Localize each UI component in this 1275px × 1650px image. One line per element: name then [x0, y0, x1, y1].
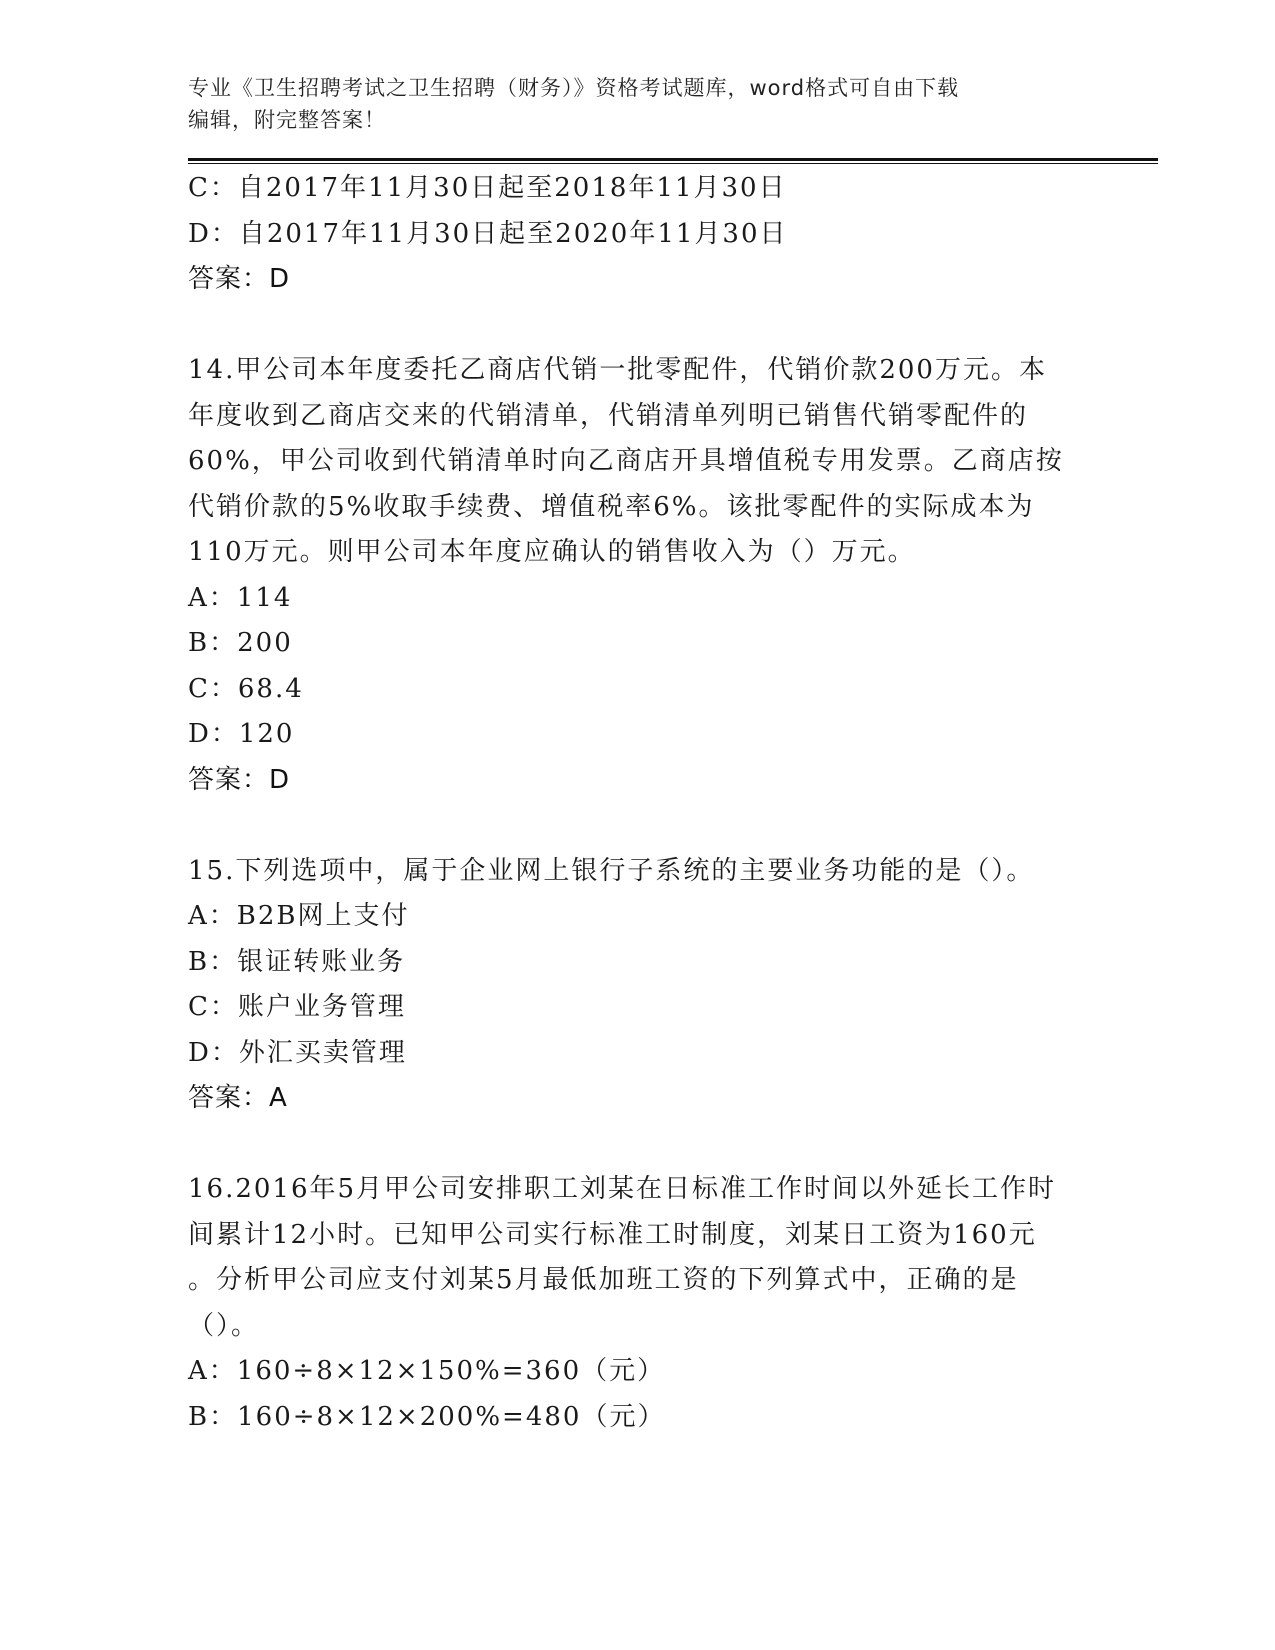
- option-b: B：160÷8×12×200%=480（元）: [188, 1401, 666, 1432]
- answer-line: 答案：D: [188, 264, 291, 294]
- header-line-2: 编辑，附完整答案！: [188, 108, 386, 132]
- question-15: [188, 849, 1158, 1122]
- question-stem-line: 14.甲公司本年度委托乙商店代销一批零配件，代销价款200万元。本: [188, 355, 1047, 385]
- option-a: A：114: [188, 582, 293, 613]
- answer-line: 答案：D: [188, 764, 291, 795]
- spacer: [188, 303, 1158, 349]
- question-stem-line: 代销价款的5%收取手续费、增值税率6%。该批零配件的实际成本为: [188, 491, 1035, 522]
- question-stem-line: 110万元。则甲公司本年度应确认的销售收入为（）万元。: [188, 537, 916, 567]
- question-stem-line: （）。: [188, 1310, 260, 1341]
- question-stem-line: 年度收到乙商店交来的代销清单，代销清单列明已销售代销零配件的: [188, 400, 1029, 431]
- option-d: D：120: [188, 719, 295, 749]
- option-c: C：自2017年11月30日起至2018年11月30日: [188, 173, 787, 203]
- option-d: D：自2017年11月30日起至2020年11月30日: [188, 218, 788, 249]
- question-stem-line: 间累计12小时。已知甲公司实行标准工时制度，刘某日工资为160元: [188, 1219, 1037, 1250]
- answer-line: 答案：A: [188, 1083, 288, 1113]
- option-a: A：160÷8×12×150%=360（元）: [188, 1356, 666, 1386]
- question-13-tail: [188, 166, 1158, 303]
- option-b: B：200: [188, 628, 293, 658]
- question-16: [188, 1167, 1158, 1440]
- question-14: [188, 348, 1158, 803]
- option-c: C：68.4: [188, 673, 304, 704]
- spacer: [188, 1122, 1158, 1168]
- option-c: C：账户业务管理: [188, 992, 406, 1022]
- header-divider: [188, 158, 1158, 164]
- document-page: [188, 72, 1158, 1440]
- option-b: B：银证转账业务: [188, 946, 406, 977]
- header-line-1: 专业《卫生招聘考试之卫生招聘（财务）》资格考试题库，word格式可自由下载: [188, 76, 960, 100]
- spacer: [188, 803, 1158, 849]
- question-stem-line: 16.2016年5月甲公司安排职工刘某在日标准工作时间以外延长工作时: [188, 1174, 1057, 1204]
- question-stem-line: 15.下列选项中，属于企业网上银行子系统的主要业务功能的是（）。: [188, 855, 1035, 886]
- document-header: [188, 72, 1158, 136]
- option-d: D：外汇买卖管理: [188, 1037, 407, 1068]
- option-a: A：B2B网上支付: [188, 901, 410, 931]
- question-stem-line: 60%，甲公司收到代销清单时向乙商店开具增值税专用发票。乙商店按: [188, 446, 1064, 476]
- question-stem-line: 。分析甲公司应支付刘某5月最低加班工资的下列算式中，正确的是: [188, 1265, 1019, 1295]
